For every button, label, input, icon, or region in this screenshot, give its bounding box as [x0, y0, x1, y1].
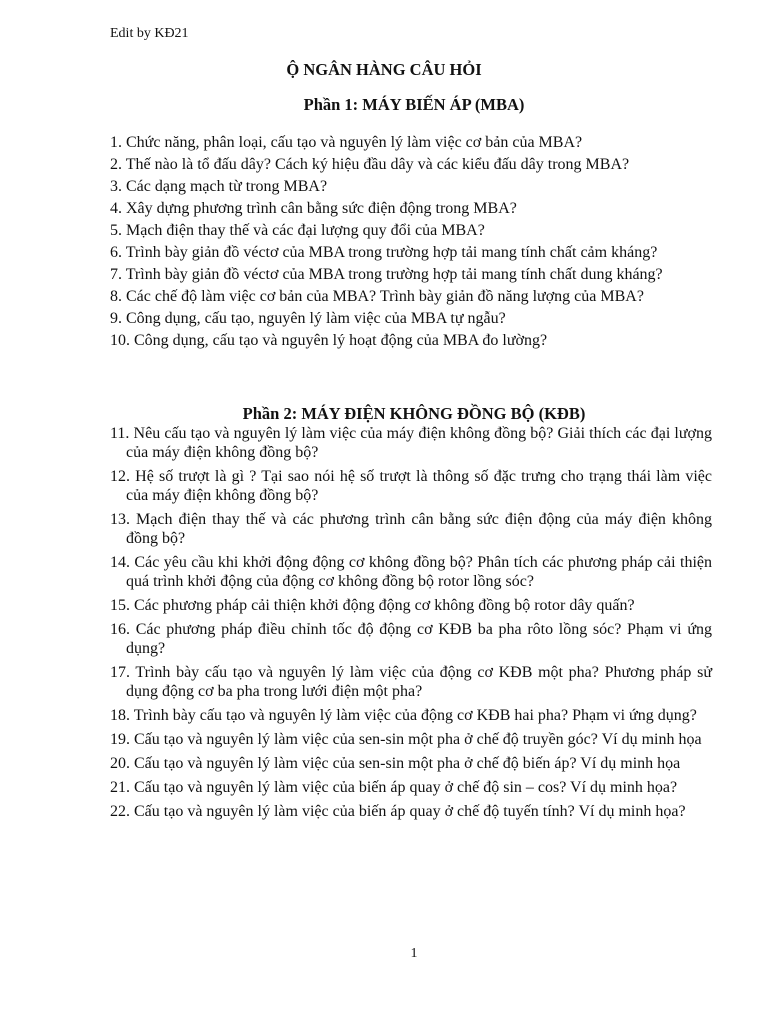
- question-item: 7. Trình bày giản đồ véctơ của MBA trong trường hợp tải mang tính chất dung kháng?: [110, 266, 663, 283]
- document-title: Ộ NGÂN HÀNG CÂU HỎI: [286, 60, 482, 79]
- question-item: 9. Công dụng, cấu tạo, nguyên lý làm việc của MBA tự ngẫu?: [110, 310, 506, 327]
- question-item: 16. Các phương pháp điều chỉnh tốc độ động cơ KĐB ba pha rôto lồng sóc? Phạm vi ứng dụng?: [110, 621, 712, 657]
- section-2-title: Phần 2: MÁY ĐIỆN KHÔNG ĐỒNG BỘ (KĐB): [242, 404, 586, 423]
- question-item: 22. Cấu tạo và nguyên lý làm việc của biến áp quay ở chế độ tuyến tính? Ví dụ minh họa?: [110, 803, 686, 820]
- section-2-question-list: [110, 424, 712, 826]
- question-item: 13. Mạch điện thay thế và các phương trình cân bằng sức điện động của máy điện không đồng bộ?: [110, 511, 712, 547]
- section-1-question-list: [110, 133, 712, 353]
- header-note: Edit by KĐ21: [110, 26, 189, 41]
- question-item: 14. Các yêu cầu khi khởi động động cơ không đồng bộ? Phân tích các phương pháp cải thiện quá trình khởi động của động cơ không đồng bộ rotor lồng sóc?: [110, 554, 712, 590]
- question-item: 6. Trình bày giản đồ véctơ của MBA trong trường hợp tải mang tính chất cảm kháng?: [110, 244, 658, 261]
- question-item: 10. Công dụng, cấu tạo và nguyên lý hoạt động của MBA đo lường?: [110, 332, 548, 349]
- question-item: 3. Các dạng mạch từ trong MBA?: [110, 178, 328, 195]
- question-item: 20. Cấu tạo và nguyên lý làm việc của sen-sin một pha ở chế độ biến áp? Ví dụ minh họa: [110, 755, 681, 772]
- page-number: 1: [410, 946, 418, 961]
- question-item: 5. Mạch điện thay thế và các đại lượng quy đổi của MBA?: [110, 222, 485, 239]
- question-item: 18. Trình bày cấu tạo và nguyên lý làm việc của động cơ KĐB hai pha? Phạm vi ứng dụng?: [110, 707, 697, 724]
- question-item: 2. Thế nào là tổ đấu dây? Cách ký hiệu đầu dây và các kiểu đấu dây trong MBA?: [110, 156, 630, 173]
- question-item: 1. Chức năng, phân loại, cấu tạo và nguyên lý làm việc cơ bản của MBA?: [110, 134, 583, 151]
- question-item: 12. Hệ số trượt là gì ? Tại sao nói hệ số trượt là thông số đặc trưng cho trạng thái làm việc của máy điện không đồng bộ?: [110, 468, 712, 504]
- question-item: 8. Các chế độ làm việc cơ bản của MBA? Trình bày giản đồ năng lượng của MBA?: [110, 288, 644, 305]
- question-item: 4. Xây dựng phương trình cân bằng sức điện động trong MBA?: [110, 200, 517, 217]
- question-item: 21. Cấu tạo và nguyên lý làm việc của biến áp quay ở chế độ sin – cos? Ví dụ minh họa?: [110, 779, 678, 796]
- question-item: 17. Trình bày cấu tạo và nguyên lý làm việc của động cơ KĐB một pha? Phương pháp sử dụng động cơ ba pha trong lưới điện một pha?: [110, 664, 712, 700]
- question-item: 11. Nêu cấu tạo và nguyên lý làm việc của máy điện không đồng bộ? Giải thích các đại lượng của máy điện không đồng bộ?: [110, 425, 712, 461]
- section-1-title: Phần 1: MÁY BIẾN ÁP (MBA): [303, 95, 525, 114]
- question-item: 15. Các phương pháp cải thiện khởi động động cơ không đồng bộ rotor dây quấn?: [110, 597, 635, 614]
- question-item: 19. Cấu tạo và nguyên lý làm việc của sen-sin một pha ở chế độ truyền góc? Ví dụ minh họa: [110, 731, 702, 748]
